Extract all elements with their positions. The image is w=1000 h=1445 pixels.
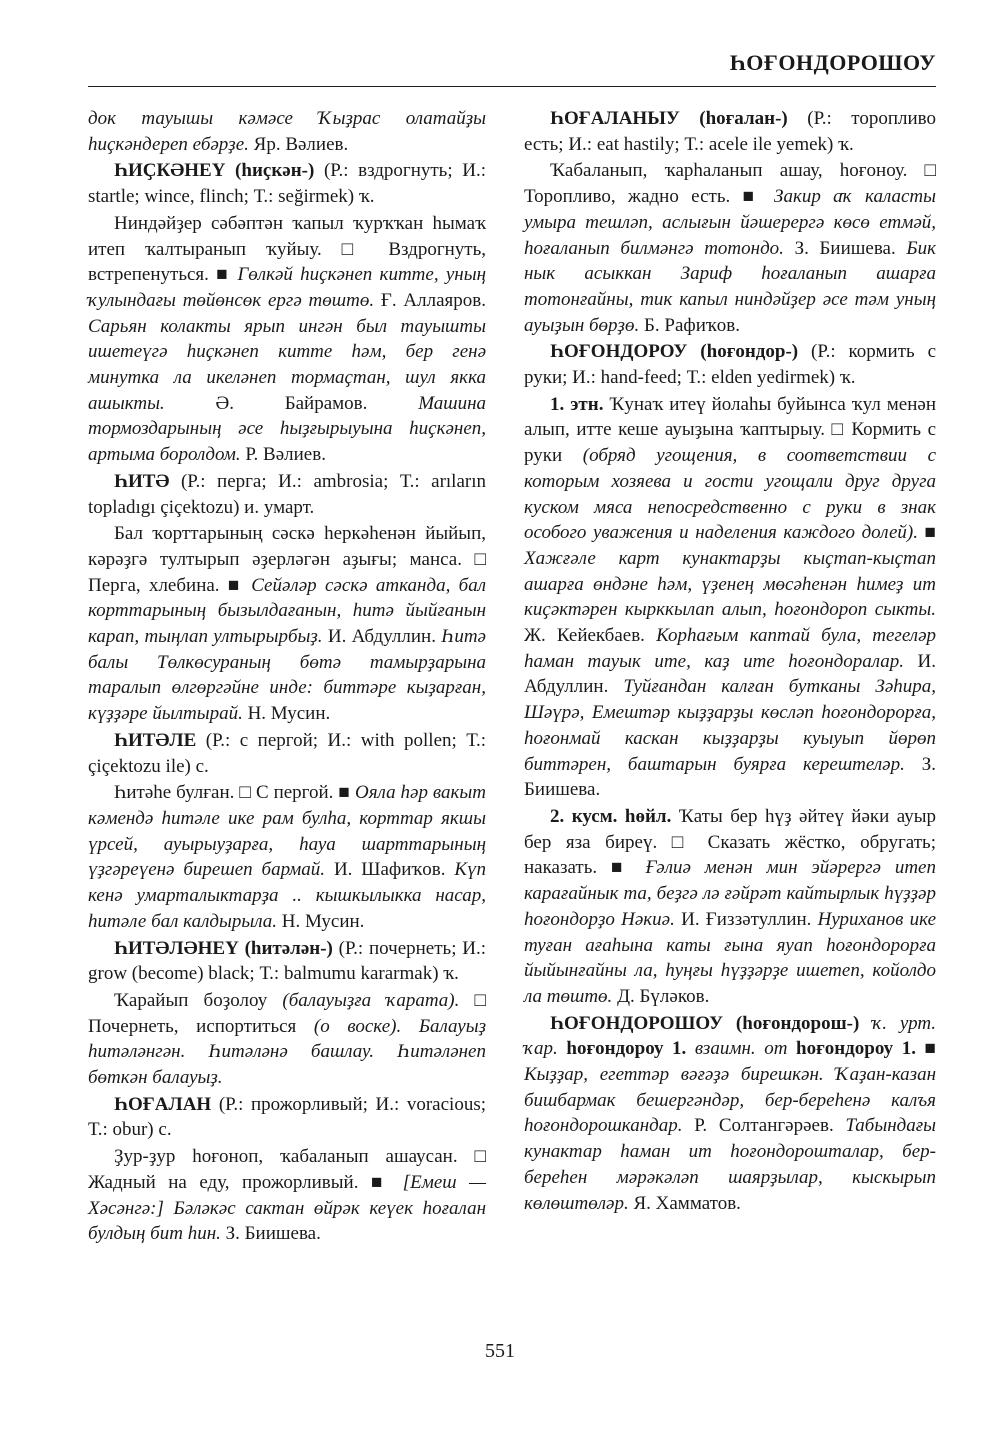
- example: [Емеш — Хәсәнгә:] Бәләкәс сактан өйрәк кеүек һоғалан булдың бит һин.: [88, 1171, 487, 1245]
- example: Машина тормоздарының әсе һыҙғырыуына һиҫкәнеп, артыма боролдом.: [88, 392, 487, 466]
- definition: Ҡарайып боҙолоу: [114, 989, 268, 1011]
- translations: (Р.: с пергой; И.: with pollen; Т.: çiçektozu ile) с.: [88, 729, 486, 777]
- example-author: Д. Бүләков.: [617, 985, 710, 1007]
- translations: (Р.: прожорливый; И.: voracious; Т.: obur) с.: [88, 1093, 487, 1141]
- entry-body: [88, 1144, 486, 1247]
- page-number: 551: [485, 1340, 515, 1362]
- entry-hitalaney: [88, 936, 486, 987]
- example-author: З. Биишева.: [225, 1223, 321, 1245]
- definition-note: (обряд угощения, в соответствии с которым хозяева и гости угощали друг друга куском мяса непосредственно с руки в знак особого уважения и наделения каждого долей).: [524, 445, 937, 544]
- headword: ҺОҒАЛАНЫУ (һоғалан-): [550, 108, 788, 129]
- cross-reference-note: взаимн. от: [694, 1038, 788, 1060]
- example: Сейәләр сәскә атканда, бал корттарының бызылдағанын, һитә йыйғанын карап, тыңлап ултырырбыҙ.: [88, 574, 486, 648]
- definition: Ҙур-ҙур һоғоноп, ҡабаланып ашаусан. □ Жадный на еду, прожорливый. ■: [88, 1146, 486, 1193]
- definition: Ҡаты бер һүҙ әйтеү йәки ауыр бер яза биреү. □ Сказать жёстко, обругать; наказать. ■: [524, 805, 936, 879]
- left-column: [88, 106, 486, 1247]
- headword: ҺИТӘ: [114, 470, 170, 492]
- headword: ҺОҒОНДОРОУ (һоғондор-): [550, 341, 799, 363]
- example-marker: ■: [924, 1038, 937, 1060]
- example-marker: ■: [924, 522, 937, 544]
- example: Ояла һәр вакыт кәмендә һитәле ике рам булһа, корттар якшы үрсей, ауырыуҙарға, һауа шарттарының үҙгәреүенә бирешеп бармай.: [88, 782, 486, 881]
- example: Хажғәле карт кунактарҙы кыҫтап-кыҫтап ашарға өндәне һәм, үҙенең мөсәһенән һимеҙ ит киҫәктәрен кырккылап алып, һоғондороп сыкты.: [524, 547, 936, 621]
- headword: ҺОҒОНДОРОШОУ (һоғондорош-): [550, 1012, 860, 1034]
- entry-hogondoroshoy: [524, 1011, 936, 1217]
- example-author: Ж. Кейекбаев.: [524, 625, 645, 647]
- definition-note: (балауыҙға ҡарата).: [282, 989, 460, 1011]
- example: док тауышы кәмәсе Ҡыҙрас олатайҙы һиҫкәндереп ебәрҙе.: [88, 108, 486, 155]
- example-author: И. Шафиҡов.: [333, 859, 446, 881]
- translation: □ Почернеть, испортиться: [88, 989, 487, 1037]
- definition: Ниндәйҙер сәбәптән ҡапыл ҡурҡҡан һымаҡ итеп ҡалтыранып ҡуйыу. □ Вздрогнуть, встрепенуться. ■: [88, 212, 486, 286]
- entry-body: [88, 988, 486, 1091]
- entry-continuation: [88, 106, 486, 157]
- translations: (Р.: вздрогнуть; И.: startle; wince, flinch; Т.: seğirmek) ҡ.: [88, 160, 486, 208]
- example: Закир аҡ каласты умыра тешләп, аслығын йәшерергә көсө етмәй, һоғаланып билмәнгә тотондо.: [524, 186, 936, 259]
- example-author: Р. Вәлиев.: [245, 444, 326, 466]
- sense-marker: 1. этн.: [550, 393, 604, 415]
- example-author: Н. Мусин.: [247, 703, 331, 725]
- example: Кыҙҙар, егеттәр вәғәҙә бирешкән. Ҡаҙан-казан бишбармак бешергәндәр, бер-береһенә калъя һоғондорошкандар.: [524, 1064, 936, 1137]
- example-author: Б. Рафиҡов.: [643, 314, 740, 336]
- entry-body: [88, 211, 486, 468]
- example-author: И. Абдуллин.: [327, 626, 436, 648]
- entry-sense-1: [524, 392, 936, 803]
- example-author: Ғ. Аллаяров.: [380, 289, 486, 311]
- cross-reference: һоғондороу 1.: [566, 1038, 687, 1060]
- entry-hitale: [88, 728, 486, 779]
- example: Нуриханов ике туған ағаһына каты ғына яуап һоғондорорға йыйынғайны ла, һуңғы һүҙҙәрҙе ишетеп, койолдо ла төштө.: [524, 908, 937, 1007]
- translations: (Р.: торопливо есть; И.: eat hastily; Т.: acele ile yemek) ҡ.: [524, 108, 937, 155]
- cross-reference: һоғондороу 1.: [796, 1038, 916, 1060]
- example-author: Р. Солтангәрәев.: [694, 1115, 834, 1137]
- running-head: ҺОҒОНДОРОШОУ: [729, 50, 936, 75]
- example: Балауыҙ һитәләнгән. Һитәләнә башлау. Һитәләнеп бөткән балауыҙ.: [88, 1015, 487, 1089]
- translation-note: (о воске).: [313, 1015, 402, 1037]
- example-author: И. Ғиззәтуллин.: [681, 908, 812, 930]
- example-author: И. Абдуллин.: [524, 650, 937, 698]
- grammar-note: ҡ. урт. ҡар.: [524, 1012, 937, 1060]
- example: Ғәлиә менән мин эйәрергә итеп карағайнык та, беҙгә лә ғәйрәт кайтырлык һүҙҙәр һоғондорҙо Нәкиә.: [524, 857, 936, 930]
- entry-sense-2: [524, 804, 936, 1010]
- example-author: З. Биишева.: [524, 753, 936, 801]
- sense-marker: 2. кусм. һөйл.: [550, 805, 672, 827]
- headword: ҺИТӘЛЕ: [114, 729, 197, 751]
- entry-body: [88, 780, 486, 934]
- example-author: Н. Мусин.: [281, 910, 365, 932]
- header-rule: [88, 86, 936, 87]
- translations: (Р.: перга; И.: ambrosia; Т.: arıların topladıgı çiçektozu) и. умарт.: [88, 470, 487, 518]
- example-author: З. Биишева.: [794, 237, 896, 259]
- definition: Ҡабаланып, ҡарһаланып ашау, һоғоноу. □ Торопливо, жадно есть. ■: [524, 160, 936, 208]
- example: Туйғандан калған бутканы Зәһира, Шәүрә, Емештәр кыҙҙарҙы көсләп һоғондорорға, һоғонмай каскан кыҙҙарҙы куыуып йөрөп биттәрен, баштарын буярға керештеләр.: [524, 676, 936, 775]
- entry-hogondoroy: [524, 339, 936, 390]
- entry-body: [524, 158, 936, 338]
- definition: Һитәһе булған. □ С пергой. ■: [114, 782, 351, 804]
- example-author: Ә. Байрамов.: [215, 392, 368, 414]
- entry-body: [88, 521, 486, 727]
- example: Сарьян колакты ярып ингән был тауышты ишетеүгә һиҫкәнеп китте һәм, бер генә минутка ла икеләнеп тормаҫтан, шул якка ашыкты.: [88, 315, 486, 414]
- entry-hiskaney: [88, 158, 486, 209]
- example: Корһағым каптай була, тегеләр һаман тауык ите, каҙ ите һоғондоралар.: [524, 625, 937, 672]
- entry-hita: [88, 469, 486, 520]
- example-author: Я. Хамматов.: [633, 1192, 741, 1214]
- entry-hogalan: [88, 1092, 486, 1143]
- definition: Ҡунаҡ итеү йолаһы буйынса ҡул менән алып, итте кеше ауыҙына ҡаптырыу. □ Кормить с руки: [524, 393, 936, 467]
- translations: (Р.: кормить с руки; И.: hand-feed; Т.: elden yedirmek) ҡ.: [524, 341, 937, 389]
- headword: ҺИҪКӘНЕҮ (һиҫкән-): [114, 160, 315, 182]
- example: Гөлкәй һиҫкәнеп китте, уның ҡулындағы төйөнсөк ергә төштө.: [88, 264, 486, 311]
- definition: Бал ҡорттарының сәскә һеркәһенән йыйып, кәрәҙгә тултырып әҙерләгән аҙығы; манса. □ Перга, хлебина. ■: [88, 523, 486, 596]
- example: Һитә балы Төлкөсураның бөтә тамырҙарына таралып өлгөргәйне инде: биттәре кыҙарған, күҙҙәре йылтырай.: [88, 626, 486, 725]
- right-column: [524, 106, 936, 1216]
- example: Бик нык асыккан Зариф һоғаланып ашарға тотонғайны, тик капыл ниндәйҙер әсе тәм уның ауыҙын бөрҙө.: [524, 237, 936, 336]
- translations: (Р.: почернеть; И.: grow (become) black; Т.: balmumu kararmak) ҡ.: [88, 937, 487, 985]
- headword: ҺИТӘЛӘНЕҮ (һитәлән-): [114, 937, 333, 959]
- example: Табындағы кунактар һаман ит һоғондорошталар, бер-береһен мәрәкәләп шаярҙылар, кыскырып көлөштөләр.: [524, 1115, 937, 1214]
- example-author: Яр. Вәлиев.: [253, 133, 349, 155]
- example: Күп кенә умарталыктарҙа .. кышкылыкка насар, һитәле бал калдырыла.: [88, 859, 487, 932]
- entry-hogalaniu: [524, 106, 936, 157]
- headword: ҺОҒАЛАН: [114, 1093, 212, 1115]
